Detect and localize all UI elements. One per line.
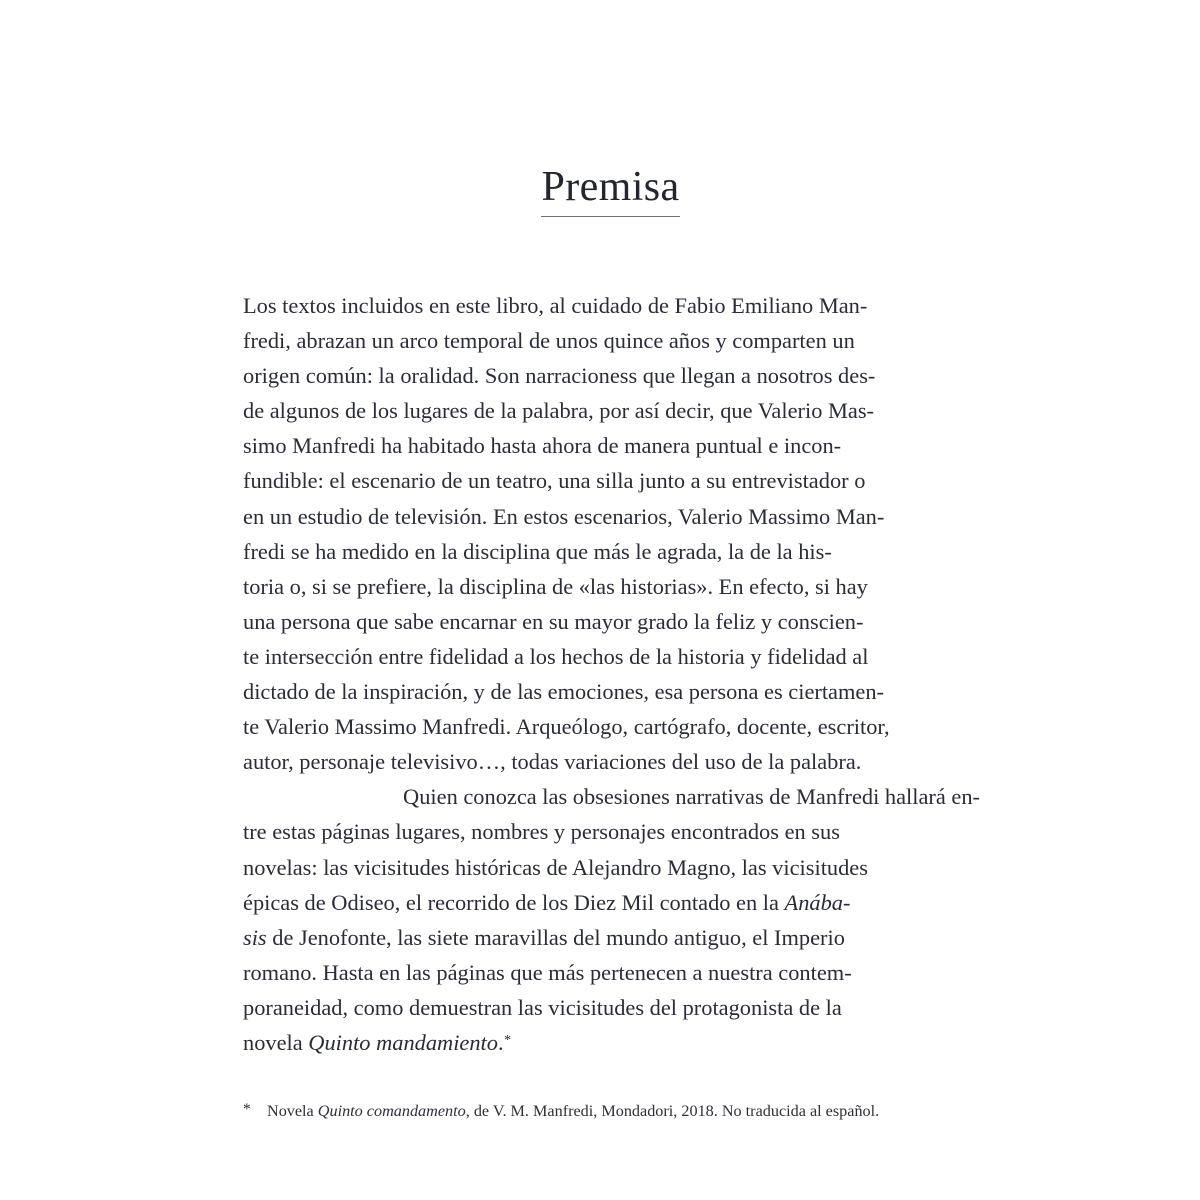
text-line: una persona que sabe encarnar en su mayor grado la feliz y conscien- bbox=[243, 608, 864, 634]
text-line: autor, personaje televisivo…, todas variaciones del uso de la palabra. bbox=[243, 749, 862, 775]
page-title-text: Premisa bbox=[541, 164, 679, 217]
text-line: fredi se ha medido en la disciplina que más le agrada, la de la his- bbox=[243, 538, 832, 564]
page-title bbox=[243, 164, 978, 217]
text-line bbox=[243, 920, 980, 955]
first-line-indent bbox=[243, 779, 291, 814]
text-line: novelas: las vicisitudes históricas de Alejandro Magno, las vicisitudes bbox=[243, 854, 868, 880]
text-line: toria o, si se prefiere, la disciplina de «las historias». En efecto, si hay bbox=[243, 573, 868, 599]
text-line: fundible: el escenario de un teatro, una silla junto a su entrevistador o bbox=[243, 468, 866, 494]
text-line bbox=[243, 885, 980, 920]
text-line: novela Quinto mandamiento.* bbox=[243, 1029, 512, 1055]
text-line: simo Manfredi ha habitado hasta ahora de manera puntual e incon- bbox=[243, 433, 842, 459]
footnote-text-after: , de V. M. Manfredi, Mondadori, 2018. No traducida al español. bbox=[465, 1101, 880, 1120]
paragraph-2 bbox=[243, 779, 980, 1060]
text-line: Los textos incluidos en este libro, al cuidado de Fabio Emiliano Man- bbox=[243, 293, 868, 318]
footnote bbox=[243, 1098, 995, 1123]
book-title-quinto-mandamiento: Quinto mandamiento bbox=[308, 1029, 498, 1055]
line-segment: sis de Jenofonte, las siete maravillas del mundo antiguo, el Imperio bbox=[243, 924, 845, 950]
paragraph-1 bbox=[243, 288, 980, 779]
text-line: te Valerio Massimo Manfredi. Arqueólogo, cartógrafo, docente, escritor, bbox=[243, 714, 890, 740]
footnote-reference-marker[interactable]: * bbox=[504, 1033, 512, 1049]
text-line: dictado de la inspiración, y de las emociones, esa persona es ciertamen- bbox=[243, 679, 884, 705]
footnote-book-title: Quinto comandamento bbox=[317, 1101, 466, 1120]
line-segment: épicas de Odiseo, el recorrido de los Diez Mil contado en la Anába- bbox=[243, 889, 851, 915]
text-line: te intersección entre fidelidad a los hechos de la historia y fidelidad al bbox=[243, 643, 869, 669]
book-title-anabasis: Anába- bbox=[784, 889, 851, 915]
body-text-block bbox=[243, 288, 980, 1060]
text-line: tre estas páginas lugares, nombres y personajes encontrados en sus bbox=[243, 819, 840, 845]
footnote-marker: * bbox=[243, 1101, 251, 1118]
text-line: en un estudio de televisión. En estos escenarios, Valerio Massimo Man- bbox=[243, 503, 885, 529]
footnote-text-before: Novela bbox=[267, 1101, 318, 1120]
text-line: romano. Hasta en las páginas que más pertenecen a nuestra contem- bbox=[243, 959, 852, 985]
text-line: fredi, abrazan un arco temporal de unos quince años y comparten un bbox=[243, 328, 855, 354]
text-line: poraneidad, como demuestran las vicisitudes del protagonista de la bbox=[243, 994, 842, 1020]
text-line: origen común: la oralidad. Son narracioness que llegan a nosotros des- bbox=[243, 363, 876, 389]
text-line: de algunos de los lugares de la palabra, por así decir, que Valerio Mas- bbox=[243, 398, 875, 424]
book-title-anabasis-cont: sis bbox=[243, 924, 267, 950]
text-line: Quien conozca las obsesiones narrativas de Manfredi hallará en- bbox=[243, 779, 980, 814]
